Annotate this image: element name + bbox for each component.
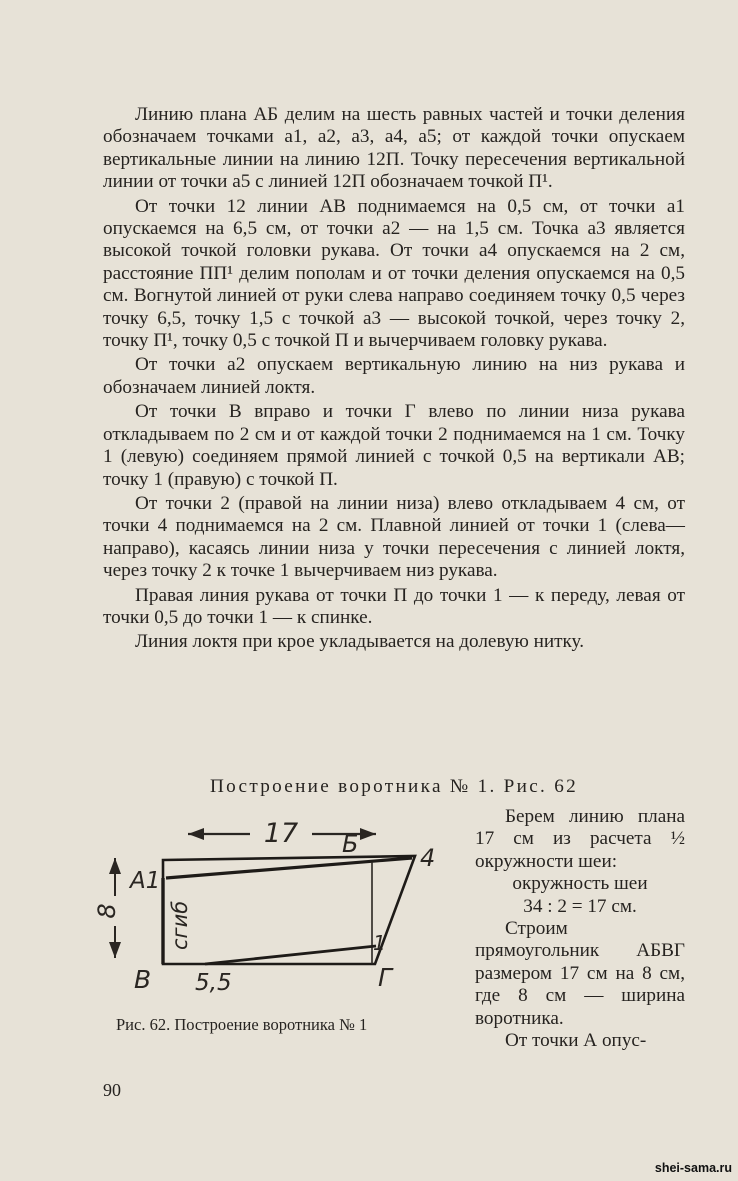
paragraph-3: От точки а2 опускаем вертикальную линию на низ рукава и обозначаем линией локтя. — [103, 354, 685, 398]
arrow-head-left — [188, 828, 204, 840]
height-label: 8 — [93, 903, 121, 919]
point-b-label: Б — [342, 830, 359, 858]
page-number: 90 — [103, 1080, 121, 1100]
right-paragraph-1: Берем линию плана 17 см из расчета ½ окружности шеи: — [475, 806, 685, 872]
calc-line-2: 34 : 2 = 17 см. — [523, 895, 637, 917]
right-paragraph-2: Строим прямоугольник АБВГ размером 17 см на 8 см, где 8 см — ширина воротника. — [475, 918, 685, 1029]
point-g-label: Г — [378, 963, 392, 992]
paragraph-1: Линию плана АБ делим на шесть равных частей и точки деления обозначаем точками а1, а2, а3, а4, а5; от каждой точки опускаем вертикальные линии на линию 12П. Точку пересечения вертикальной линии от точки а5 с линией 12П обозначаем точкой П¹. — [103, 104, 685, 193]
paragraph-5: От точки 2 (правой на линии низа) влево откладываем 4 см, от точки 4 поднимаемся на 2 см. Плавной линией от точки 1 (слева—направо), касаясь линии низа у точки пересечения с линией локтя, через точку 2 к точке 1 вычерчиваем низ рукава. — [103, 492, 685, 582]
right-column-text — [475, 806, 685, 1052]
point-1-label: 1 — [373, 931, 386, 955]
site-watermark: shei-sama.ru — [654, 1161, 732, 1175]
paragraph-4: От точки В вправо и точки Г влево по линии низа рукава откладываем по 2 см и от каждой точки 2 поднимаемся на 1 см. Точку 1 (левую) соединяем прямой линией с точкой 0,5 на вертикали АВ; точку 1 (правую) с точкой П. — [103, 401, 685, 490]
bottom-label: 5,5 — [195, 970, 232, 996]
collar-lower-slope — [205, 946, 376, 964]
arrow-head-up — [109, 858, 121, 874]
paragraph-7: Линия локтя при крое укладывается на долевую нитку. — [135, 631, 585, 653]
paragraph-2: От точки 12 линии АВ поднимаемся на 0,5 см, от точки а1 опускаемся на 6,5 см, от точки а2 — на 1,5 см. Точка а3 является высокой точкой головки рукава. От точки а4 опускаемся на 2 см, расстояние ПП¹ делим пополам и от точки деления опускаемся на 0,5 см. Вогнутой линией от руки слева направо соединяем точку 0,5 через точку 6,5, точку 1,5 с точкой а3 — высокой точкой, через точку 2, точку П¹, точку 0,5 с точкой П и вычерчиваем головку рукава. — [103, 195, 685, 352]
collar-diagram — [93, 818, 450, 1003]
arrow-head-right — [360, 828, 376, 840]
point-a1-label: А1 — [130, 868, 161, 894]
right-paragraph-3: От точки А опус- — [505, 1030, 647, 1052]
body-text — [103, 104, 685, 654]
section-heading: Построение воротника № 1. Рис. 62 — [209, 776, 578, 797]
collar-upper-line — [166, 858, 412, 878]
figure-caption: Рис. 62. Построение воротника № 1 — [116, 1015, 368, 1034]
point-4-label: 4 — [420, 844, 436, 872]
point-v-label: В — [134, 965, 152, 994]
calc-line-1: окружность шеи — [512, 873, 648, 895]
paragraph-6: Правая линия рукава от точки П до точки 1 — к переду, левая от точки 0,5 до точки 1 — к спинке. — [103, 584, 685, 628]
arrow-head-down — [109, 942, 121, 958]
width-label: 17 — [263, 818, 299, 849]
fold-label: сгиб — [168, 900, 192, 950]
